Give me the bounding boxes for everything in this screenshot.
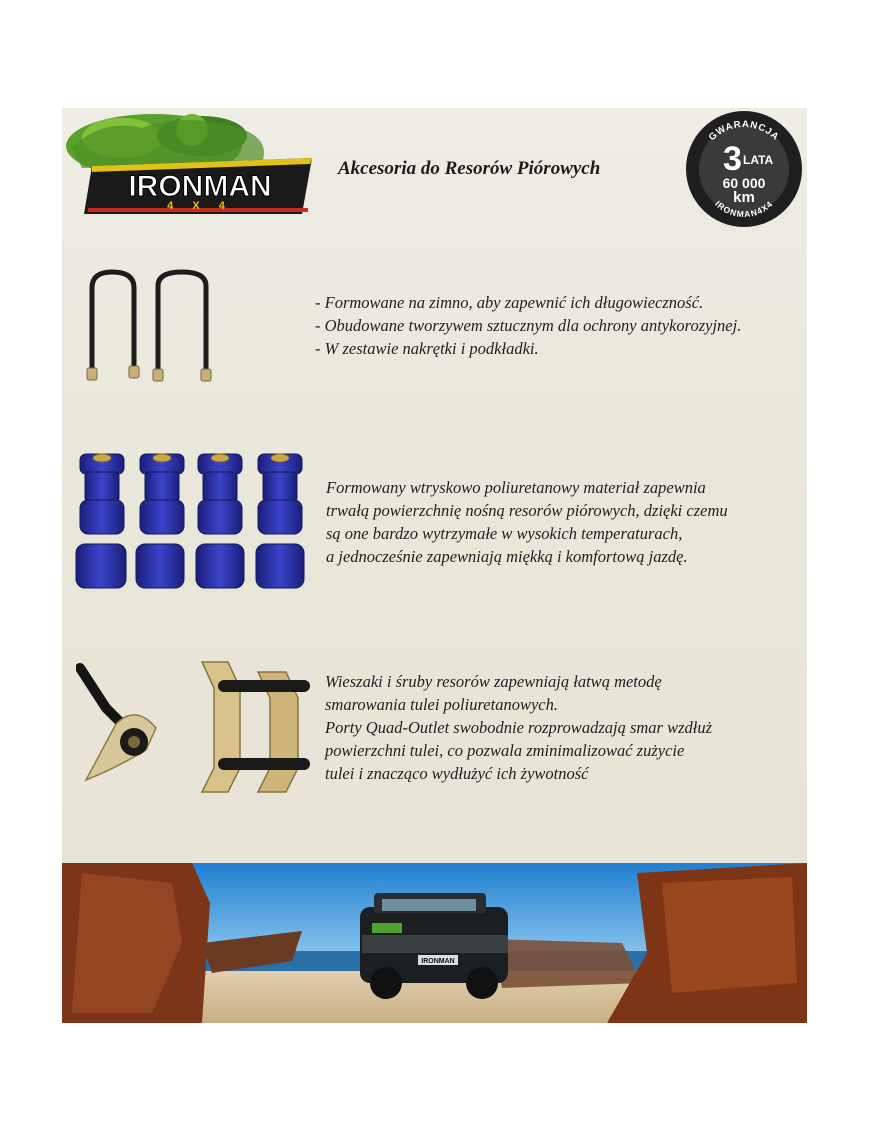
badge-top-text: GWARANCJA bbox=[706, 118, 782, 144]
u-bolt-icon bbox=[82, 268, 217, 386]
logo-wordmark: IRONMAN bbox=[128, 170, 272, 203]
feature-line: są one bardzo wytrzymałe w wysokich temperaturach, bbox=[326, 524, 683, 543]
feature-line: - W zestawie nakrętki i podkładki. bbox=[315, 339, 539, 358]
feature-line: Formowany wtryskowo poliuretanowy materiał zapewnia bbox=[326, 478, 706, 497]
shackle-description bbox=[325, 670, 712, 785]
page-title: Akcesoria do Resorów Piórowych bbox=[338, 158, 601, 179]
product-panel bbox=[62, 108, 807, 1023]
warranty-badge bbox=[683, 108, 805, 230]
feature-line: trwałą powierzchnię nośną resorów piórowych, dzięki czemu bbox=[326, 501, 728, 520]
badge-years-label: LATA bbox=[743, 153, 774, 167]
bushing-description bbox=[326, 476, 728, 568]
spring-shackle-icon bbox=[76, 658, 316, 798]
logo-subtitle: 4 X 4 bbox=[167, 200, 233, 212]
feature-line: Wieszaki i śruby resorów zapewniają łatwą metodę bbox=[325, 672, 662, 691]
badge-distance: 60 000 bbox=[722, 175, 766, 191]
beach-shipwreck-4x4-photo bbox=[62, 863, 807, 1023]
badge-years: 3 bbox=[723, 140, 742, 178]
feature-line: Porty Quad-Outlet swobodnie rozprowadzają smar wzdłuż bbox=[325, 718, 713, 737]
feature-line: tulei i znacząco wydłużyć ich żywotność bbox=[325, 764, 589, 783]
feature-line: a jednocześnie zapewniają miękką i komfortową jazdę. bbox=[326, 547, 688, 566]
feature-line: powierzchni tulei, co pozwala zminimalizować zużycie bbox=[325, 741, 685, 760]
feature-line: - Formowane na zimno, aby zapewnić ich długowieczność. bbox=[315, 293, 704, 312]
badge-unit: km bbox=[733, 189, 755, 206]
feature-line: - Obudowane tworzywem sztucznym dla ochrony antykorozyjnej. bbox=[315, 316, 742, 335]
feature-line: smarowania tulei poliuretanowych. bbox=[325, 695, 558, 714]
badge-bottom-text: IRONMAN4X4 bbox=[713, 198, 775, 220]
u-bolt-description bbox=[315, 291, 741, 360]
ironman-logo bbox=[62, 108, 322, 218]
vehicle-plate: IRONMAN bbox=[421, 958, 455, 965]
polyurethane-bushing-icon bbox=[74, 448, 314, 593]
